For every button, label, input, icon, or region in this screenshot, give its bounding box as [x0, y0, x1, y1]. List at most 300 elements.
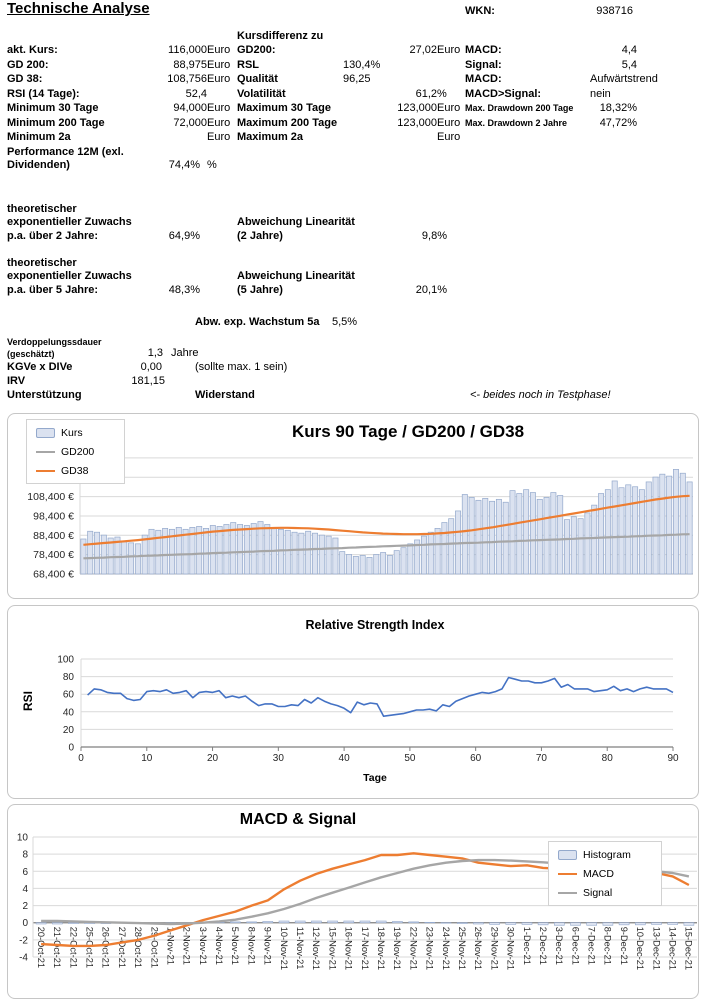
- macd-x-date-label: 8-Dec-21: [602, 926, 613, 965]
- wkn-value: 938716: [596, 5, 633, 17]
- macd-x-date-label: 4-Nov-21: [214, 926, 224, 965]
- macd-x-date-label: 7-Dec-21: [586, 926, 597, 965]
- rsi-y-tick-label: 20: [62, 724, 74, 736]
- rsi-x-tick-label: 60: [470, 753, 482, 764]
- linearitaet2-label-line2: (2 Jahre): [237, 230, 283, 242]
- macd-x-date-label: 29-Oct-21: [149, 926, 160, 969]
- kurs-chart-title: Kurs 90 Tage / GD200 / GD38: [291, 422, 525, 441]
- histogram-bar: [684, 923, 694, 926]
- widerstand-label: Widerstand: [195, 389, 255, 401]
- irv-value: 181,15: [131, 375, 165, 387]
- stat-label: GD 38:: [7, 73, 43, 85]
- macd-x-date-label: 14-Dec-21: [667, 926, 678, 971]
- stat-value: 5,4: [621, 58, 637, 71]
- histogram-bar: [279, 921, 289, 923]
- zuwachs2-value: 64,9%: [168, 230, 200, 242]
- linearitaet5-label-line2: (5 Jahre): [237, 284, 283, 296]
- macd-x-date-label: 1-Nov-21: [165, 926, 176, 965]
- macd-x-date-label: 3-Dec-21: [554, 926, 565, 965]
- rsi-x-tick-label: 0: [78, 753, 84, 764]
- stat-value: 52,4: [185, 87, 207, 100]
- histogram-bar: [230, 922, 240, 923]
- zuwachs2-label-line3: p.a. über 2 Jahre:: [7, 230, 99, 242]
- stat-label: MACD>Signal:: [465, 87, 542, 100]
- performance-label-line2: Dividenden): [7, 159, 70, 171]
- macd-y-tick-label: 10: [16, 832, 28, 844]
- kurs-bar: [673, 469, 678, 574]
- rsi-y-tick-label: 80: [62, 672, 74, 684]
- stat-value: 47,72%: [599, 116, 637, 129]
- kurs-bar: [476, 500, 481, 574]
- stat-label: Max. Drawdown 200 Tage: [465, 103, 574, 113]
- kurs-bar: [653, 477, 658, 574]
- histogram-bar: [328, 921, 338, 923]
- kurs-bar: [551, 493, 556, 574]
- rsi-y-tick-label: 60: [62, 689, 74, 701]
- histogram-bar: [522, 923, 532, 925]
- stat-label: Maximum 200 Tage: [237, 116, 338, 129]
- stat-value: 72,000: [173, 116, 207, 129]
- stat-label: Signal:: [465, 58, 502, 71]
- rsi-y-tick-label: 0: [68, 742, 74, 754]
- zuwachs5-label-line2: exponentieller Zuwachs: [7, 270, 132, 282]
- histogram-bar: [376, 921, 386, 923]
- stat-value: Aufwärtstrend: [590, 73, 658, 85]
- macd-date-labels: [36, 927, 694, 970]
- linearitaet2-value: 9,8%: [421, 230, 447, 242]
- zuwachs5-label-line3: p.a. über 5 Jahre:: [7, 284, 99, 296]
- kurs-bar: [244, 525, 249, 574]
- kurs-bar: [667, 476, 672, 574]
- kurs-bar: [312, 533, 317, 574]
- kurs-bar: [380, 553, 385, 574]
- stat-value: 4,4: [621, 44, 637, 56]
- macd-y-tick-label: 2: [22, 901, 28, 913]
- stat-unit: Euro: [207, 116, 231, 129]
- kurs-bar: [428, 532, 433, 574]
- histogram-bar: [603, 923, 613, 926]
- kurs-bar: [319, 535, 324, 574]
- rsi-x-tick-label: 40: [338, 753, 350, 764]
- macd-x-date-label: 5-Nov-21: [230, 926, 241, 965]
- macd-x-date-label: 1-Dec-21: [521, 926, 532, 965]
- kurs-bar: [217, 526, 222, 574]
- kurs-chart[interactable]: [7, 413, 699, 599]
- kursdifferenz-header: Kursdifferenz zu: [237, 30, 324, 42]
- macd-x-date-label: 2-Dec-21: [537, 926, 548, 965]
- histogram-bar: [457, 923, 467, 924]
- stat-label: RSL: [237, 58, 259, 71]
- rsi-y-axis-label: RSI: [21, 690, 36, 712]
- stats-row: [7, 73, 658, 86]
- stat-label: RSI (14 Tage):: [7, 87, 80, 100]
- legend-entry: [549, 845, 661, 864]
- histogram-bar: [554, 923, 564, 926]
- verdoppelung-unit: Jahre: [171, 347, 199, 359]
- kurs-chart-legend: [26, 419, 125, 484]
- kurs-bar: [292, 532, 297, 574]
- macd-x-date-label: 16-Nov-21: [343, 926, 354, 971]
- abw-wachstum-value: 5,5%: [332, 316, 358, 328]
- stat-unit: Euro: [437, 102, 461, 114]
- kurs-bar: [128, 543, 133, 574]
- kgve-note: (sollte max. 1 sein): [195, 361, 288, 373]
- kurs-bar: [101, 535, 106, 574]
- kurs-bar: [346, 554, 351, 574]
- kurs-bar: [483, 498, 488, 574]
- kurs-bar: [442, 523, 447, 574]
- stat-label: akt. Kurs:: [7, 44, 58, 56]
- histogram-bar: [571, 923, 581, 926]
- kurs-bar: [660, 474, 665, 574]
- kurs-bars: [81, 469, 692, 574]
- kurs-bar: [517, 494, 522, 574]
- histogram-bar: [52, 923, 62, 924]
- legend-entry: [27, 442, 124, 461]
- stat-value: 116,000: [168, 44, 207, 56]
- macd-x-date-label: 22-Nov-21: [408, 926, 419, 971]
- macd-x-date-label: 22-Oct-21: [68, 926, 79, 969]
- stat-value: 108,756: [167, 73, 207, 85]
- zuwachs2-label-line2: exponentieller Zuwachs: [7, 216, 132, 228]
- kurs-bar: [394, 551, 399, 574]
- legend-line-swatch-icon: [36, 470, 55, 472]
- histogram-bar: [409, 922, 419, 923]
- stat-value: 96,25: [343, 73, 371, 85]
- macd-y-tick-label: 0: [22, 918, 28, 930]
- zuwachs5-value: 48,3%: [168, 284, 200, 296]
- macd-x-date-label: 8-Nov-21: [246, 926, 257, 965]
- histogram-bar: [247, 922, 257, 923]
- verdoppelung-value: 1,3: [147, 347, 163, 359]
- macd-chart-legend: [548, 841, 662, 906]
- macd-x-date-label: 25-Nov-21: [457, 926, 467, 971]
- kurs-bar: [88, 531, 93, 574]
- kurs-bar: [680, 473, 685, 574]
- macd-x-date-label: 3-Nov-21: [197, 926, 208, 965]
- stat-unit: Euro: [437, 116, 461, 129]
- stat-label: Volatilität: [237, 87, 286, 100]
- stats-row: [7, 131, 637, 144]
- stat-label: Minimum 2a: [7, 131, 71, 143]
- legend-label: Signal: [583, 886, 613, 899]
- kurs-bar: [353, 556, 358, 574]
- stat-unit: Euro: [207, 58, 231, 71]
- y-axis-tick-label: 68,400 €: [33, 568, 74, 581]
- header-stats-section: [0, 0, 706, 410]
- kurs-bar: [135, 544, 140, 574]
- linearitaet2-label-line1: Abweichung Linearität: [237, 216, 355, 228]
- histogram-bar: [344, 921, 354, 923]
- macd-x-date-label: 28-Oct-21: [133, 926, 144, 969]
- kurs-bar: [469, 497, 474, 574]
- kurs-bar: [449, 519, 454, 574]
- rsi-x-tick-label: 70: [535, 753, 548, 764]
- kurs-bar: [326, 536, 331, 574]
- legend-line-swatch-icon: [558, 873, 577, 875]
- stats-row: [7, 117, 637, 130]
- page-title: Technische Analyse: [7, 0, 150, 17]
- stat-value: [145, 131, 207, 144]
- kurs-bar: [408, 544, 413, 574]
- histogram-bar: [295, 921, 305, 923]
- stat-label: Minimum 200 Tage: [7, 116, 105, 129]
- kurs-bar: [633, 487, 638, 574]
- rsi-x-tick-label: 50: [404, 753, 416, 764]
- kurs-bar: [237, 524, 242, 574]
- y-axis-tick-label: 108,400 €: [27, 491, 74, 504]
- histogram-bar: [473, 923, 483, 924]
- verdoppelung-label-line2: (geschätzt): [7, 349, 55, 359]
- macd-chart-title: MACD & Signal: [239, 811, 357, 828]
- macd-x-date-label: 9-Dec-21: [618, 926, 629, 965]
- legend-label: MACD: [583, 867, 614, 880]
- kurs-bar: [524, 490, 529, 574]
- stat-unit: Euro: [437, 131, 461, 143]
- rsi-chart-plot: [8, 606, 699, 798]
- kurs-bar: [489, 501, 494, 574]
- y-axis-tick-label: 78,400 €: [33, 549, 74, 562]
- stat-value: nein: [590, 87, 611, 100]
- macd-x-date-label: 13-Dec-21: [651, 926, 662, 971]
- histogram-bar: [36, 923, 46, 924]
- histogram-bar: [506, 923, 516, 925]
- stat-value: 130,4%: [343, 58, 381, 71]
- macd-x-date-label: 10-Dec-21: [635, 926, 646, 971]
- kurs-bar: [435, 528, 440, 574]
- macd-x-date-label: 25-Oct-21: [84, 926, 95, 969]
- legend-entry: [549, 883, 661, 902]
- histogram-bar: [425, 922, 435, 923]
- rsi-chart[interactable]: [7, 605, 699, 799]
- macd-x-date-label: 29-Nov-21: [489, 926, 500, 971]
- stat-value: 18,32%: [599, 102, 637, 114]
- stat-unit: Euro: [207, 73, 231, 85]
- kurs-bar: [94, 532, 99, 574]
- legend-line-swatch-icon: [36, 451, 55, 453]
- performance-label-line1: Performance 12M (exl.: [7, 146, 124, 158]
- kurs-bar: [142, 535, 147, 574]
- rsi-y-tick-label: 100: [57, 654, 74, 666]
- linearitaet5-label-line1: Abweichung Linearität: [237, 270, 355, 282]
- kurs-bar: [619, 488, 624, 574]
- legend-entry: [27, 461, 124, 480]
- histogram-bar: [311, 921, 321, 923]
- kurs-bar: [360, 555, 365, 574]
- kurs-bar: [544, 497, 549, 574]
- kurs-bar: [530, 493, 535, 574]
- kgve-label: KGVe x DIVe: [7, 361, 73, 373]
- macd-y-tick-label: -4: [19, 952, 28, 964]
- kurs-bar: [265, 524, 270, 574]
- kurs-bar: [578, 519, 583, 574]
- kurs-bar: [421, 536, 426, 574]
- kurs-bar: [510, 491, 515, 574]
- y-axis-tick-label: 98,400 €: [33, 510, 74, 523]
- stat-unit: Euro: [207, 102, 231, 114]
- stats-row: [7, 44, 637, 57]
- macd-chart[interactable]: [7, 804, 699, 999]
- stat-value: 123,000: [397, 102, 437, 114]
- stat-label: MACD:: [465, 73, 502, 85]
- kurs-bar: [592, 505, 597, 574]
- stat-unit: Euro: [207, 44, 231, 56]
- legend-bar-swatch-icon: [558, 850, 577, 860]
- kurs-bar: [612, 481, 617, 574]
- y-axis-tick-label: 88,400 €: [33, 529, 74, 542]
- macd-x-date-label: 12-Nov-21: [311, 926, 322, 971]
- histogram-bar: [392, 921, 402, 922]
- macd-y-tick-label: -2: [19, 935, 28, 947]
- histogram-bar: [668, 923, 678, 925]
- kurs-bar: [537, 499, 542, 574]
- macd-x-date-label: 19-Nov-21: [392, 926, 403, 971]
- kurs-bar: [564, 520, 569, 574]
- stat-value: 27,02: [409, 44, 437, 56]
- stat-value: [590, 131, 637, 144]
- kurs-bar: [285, 530, 290, 574]
- macd-x-date-label: 2-Nov-21: [181, 926, 192, 965]
- kurs-bar: [646, 482, 651, 574]
- rsi-x-tick-label: 90: [667, 753, 679, 764]
- histogram-bar: [538, 923, 548, 925]
- macd-x-date-label: 21-Oct-21: [52, 926, 63, 969]
- legend-line-swatch-icon: [558, 892, 577, 894]
- stat-label: Maximum 2a: [237, 131, 304, 143]
- histogram-bar: [490, 923, 500, 925]
- kurs-bar: [598, 494, 603, 574]
- stat-label: GD200:: [237, 44, 276, 56]
- wkn-label: WKN:: [465, 5, 495, 17]
- kurs-bar: [626, 485, 631, 574]
- kurs-bar: [278, 529, 283, 574]
- stat-label: [465, 131, 590, 144]
- kurs-bar: [251, 524, 256, 574]
- legend-entry: [549, 864, 661, 883]
- zuwachs2-label-line1: theoretischer: [7, 203, 77, 215]
- histogram-bar: [69, 923, 79, 924]
- irv-label: IRV: [7, 375, 26, 387]
- kurs-bar: [203, 528, 208, 574]
- stats-row: [7, 102, 637, 115]
- legend-label: Kurs: [61, 426, 83, 439]
- kurs-bar: [462, 495, 467, 575]
- histogram-bar: [587, 923, 597, 926]
- legend-entry: [27, 423, 124, 442]
- macd-x-date-label: 24-Nov-21: [440, 926, 451, 971]
- kurs-bar: [374, 554, 379, 574]
- testphase-note: <- beides noch in Testphase!: [470, 389, 611, 401]
- macd-x-date-label: 27-Oct-21: [116, 926, 127, 969]
- kurs-bar: [299, 533, 304, 574]
- rsi-x-tick-label: 10: [141, 753, 153, 764]
- kgve-value: 0,00: [140, 361, 162, 373]
- macd-x-date-label: 10-Nov-21: [278, 926, 289, 971]
- stat-unit: [207, 88, 237, 101]
- stats-row: [7, 88, 637, 101]
- rsi-chart-title: Relative Strength Index: [305, 618, 445, 632]
- linearitaet5-value: 20,1%: [415, 284, 447, 296]
- kurs-bar: [503, 502, 508, 574]
- macd-y-tick-label: 8: [22, 849, 28, 861]
- kurs-bar: [340, 552, 345, 574]
- kurs-bar: [367, 557, 372, 574]
- macd-x-date-label: 6-Dec-21: [570, 926, 581, 965]
- stat-label: Max. Drawdown 2 Jahre: [465, 117, 568, 128]
- kurs-bar: [333, 538, 338, 574]
- performance-unit: %: [207, 159, 217, 171]
- rsi-line: [88, 678, 673, 717]
- macd-y-tick-label: 4: [22, 883, 28, 895]
- histogram-bar: [263, 921, 273, 922]
- stat-unit: Euro: [437, 44, 461, 56]
- stat-label: Maximum 30 Tage: [237, 102, 331, 114]
- macd-x-date-label: 20-Oct-21: [35, 926, 46, 969]
- stat-value: [375, 131, 437, 144]
- macd-x-date-label: 11-Nov-21: [295, 926, 305, 970]
- rsi-x-tick-label: 30: [272, 753, 284, 764]
- rsi-x-tick-label: 80: [601, 753, 613, 764]
- macd-x-date-label: 17-Nov-21: [359, 926, 370, 971]
- macd-x-date-label: 26-Oct-21: [100, 926, 111, 969]
- macd-x-date-label: 15-Dec-21: [683, 926, 694, 971]
- kurs-bar: [149, 529, 154, 574]
- macd-x-date-label: 15-Nov-21: [327, 926, 338, 971]
- rsi-x-axis-label: Tage: [363, 772, 387, 784]
- kurs-bar: [558, 495, 563, 574]
- macd-x-date-label: 30-Nov-21: [505, 926, 516, 971]
- macd-x-date-label: 9-Nov-21: [262, 926, 273, 965]
- rsi-y-tick-label: 40: [62, 707, 74, 719]
- stat-value: 94,000: [173, 102, 207, 114]
- stat-unit: [437, 59, 465, 72]
- rsi-x-tick-label: 20: [206, 753, 219, 764]
- kurs-bar: [163, 528, 168, 574]
- kurs-bar: [387, 555, 392, 574]
- verdoppelung-label-line1: Verdoppelungssdauer: [7, 337, 102, 347]
- legend-label: GD38: [61, 464, 89, 477]
- histogram-bar: [441, 923, 451, 924]
- stats-row: [7, 59, 637, 72]
- macd-x-date-label: 26-Nov-21: [473, 926, 484, 971]
- abw-wachstum-label: Abw. exp. Wachstum 5a: [195, 316, 320, 328]
- kurs-bar: [605, 490, 610, 574]
- stat-value: 88,975: [173, 58, 207, 71]
- stat-unit: %: [437, 87, 447, 100]
- stat-label: Qualität: [237, 73, 278, 85]
- macd-y-tick-label: 6: [22, 866, 28, 878]
- kurs-bar: [496, 499, 501, 574]
- stat-value: 123,000: [397, 116, 437, 129]
- unterstuetzung-label: Unterstützung: [7, 389, 82, 401]
- performance-value: 74,4%: [168, 159, 200, 171]
- kurs-bar: [571, 517, 576, 574]
- kurs-bar: [585, 513, 590, 574]
- histogram-bar: [635, 923, 645, 925]
- stat-unit: Euro: [207, 131, 231, 143]
- macd-x-date-label: 23-Nov-21: [424, 926, 435, 971]
- zuwachs5-label-line1: theoretischer: [7, 257, 77, 269]
- stat-label: Minimum 30 Tage: [7, 102, 99, 114]
- histogram-bar: [619, 923, 629, 925]
- stat-label: GD 200:: [7, 58, 49, 71]
- kurs-bar: [401, 548, 406, 574]
- stat-label: MACD:: [465, 44, 502, 56]
- legend-label: GD200: [61, 445, 95, 458]
- legend-bar-swatch-icon: [36, 428, 55, 438]
- histogram-bar: [652, 923, 662, 925]
- stat-value: 61,2: [415, 87, 437, 100]
